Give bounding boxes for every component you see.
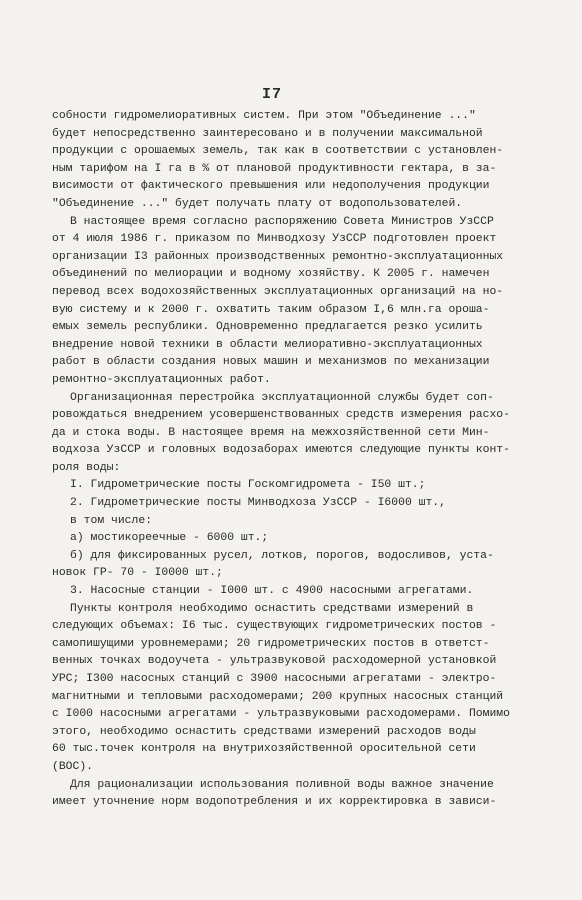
text-line: вую систему и к 2000 г. охватить таким образом I,6 млн.га ороша- (52, 303, 490, 316)
text-line: от 4 июля 1986 г. приказом по Минводхозу УзССР подготовлен проект (52, 233, 497, 246)
text-line: Для рационализации использования поливной воды важное значение (70, 778, 494, 791)
text-line: будет непосредственно заинтересовано и в получении максимальной (52, 127, 483, 140)
text-line: организации I3 районных производственных ремонтно-эксплуатационных (52, 250, 504, 263)
text-line: В настоящее время согласно распоряжению Совета Министров УзССР (70, 215, 494, 228)
text-line: ремонтно-эксплуатационных работ. (52, 373, 271, 386)
body-text (52, 108, 557, 812)
text-line: новок ГР- 70 - I0000 шт.; (52, 567, 223, 580)
text-line: ровождаться внедрением усовершенствованных средств измерения расхо- (52, 409, 510, 422)
text-line: водхоза УзССР и головных водозаборах имеются следующие пункты конт- (52, 444, 510, 457)
text-line: емых земель республики. Одновременно предлагается резко усилить (52, 321, 483, 334)
text-line: работ в области создания новых машин и механизмов по механизации (52, 356, 490, 369)
text-line: ным тарифом на I га в % от плановой продуктивности гектара, в за- (52, 162, 497, 175)
text-line: роля воды: (52, 461, 121, 474)
text-line: имеет уточнение норм водопотребления и их корректировка в зависи- (52, 796, 497, 809)
text-line: (ВОС). (52, 760, 94, 773)
text-line: продукции с орошаемых земель, так как в соответствии с установлен- (52, 145, 504, 158)
text-line: да и стока воды. В настоящее время на межхозяйственной сети Мин- (52, 426, 490, 439)
text-line: 3. Насосные станции - I000 шт. с 4900 насосными агрегатами. (70, 585, 474, 598)
text-line: собности гидромелиоративных систем. При этом "Объединение ..." (52, 110, 476, 122)
text-line: "Объединение ..." будет получать плату от водопользователей. (52, 197, 463, 210)
text-line: УРС; I300 насосных станций с 3900 насосными агрегатами - электро- (52, 673, 497, 685)
text-line: следующих объемах: I6 тыс. существующих гидрометрических постов - (52, 620, 497, 633)
text-line: с I000 насосными агрегатами - ультразвуковыми расходомерами. Помимо (52, 708, 510, 721)
text-line: в том числе: (70, 514, 153, 527)
text-line: самопишущими уровнемерами; 20 гидрометрических постов в ответст- (52, 637, 490, 650)
text-line: 2. Гидрометрические посты Минводхоза УзССР - I6000 шт., (70, 497, 446, 510)
text-line: внедрение новой техники в области мелиоративно-эксплуатационных (52, 338, 483, 351)
text-line: перевод всех водохозяйственных эксплуатационных организаций на но- (52, 285, 504, 298)
text-line: Пункты контроля необходимо оснастить средствами измерений в (70, 602, 474, 615)
text-line: висимости от фактического превышения или недополучения продукции (52, 180, 490, 193)
text-line: б) для фиксированных русел, лотков, порогов, водосливов, уста- (70, 549, 494, 562)
text-line: 60 тыс.точек контроля на внутрихозяйственной оросительной сети (52, 743, 476, 756)
text-line: а) мостикореечные - 6000 шт.; (70, 532, 269, 545)
text-line: венных точках водоучета - ультразвуковой расходомерной установкой (52, 655, 497, 668)
text-line: Организационная перестройка эксплуатационной службы будет соп- (70, 391, 494, 404)
text-line: I. Гидрометрические посты Госкомгидромета - I50 шт.; (70, 479, 426, 492)
page-number: I7 (262, 86, 283, 103)
text-line: магнитными и тепловыми расходомерами; 200 крупных насосных станций (52, 690, 504, 703)
text-line: объединений по мелиорации и водному хозяйству. К 2005 г. намечен (52, 268, 490, 281)
text-line: этого, необходимо оснастить средствами измерений расходов воды (52, 725, 476, 738)
